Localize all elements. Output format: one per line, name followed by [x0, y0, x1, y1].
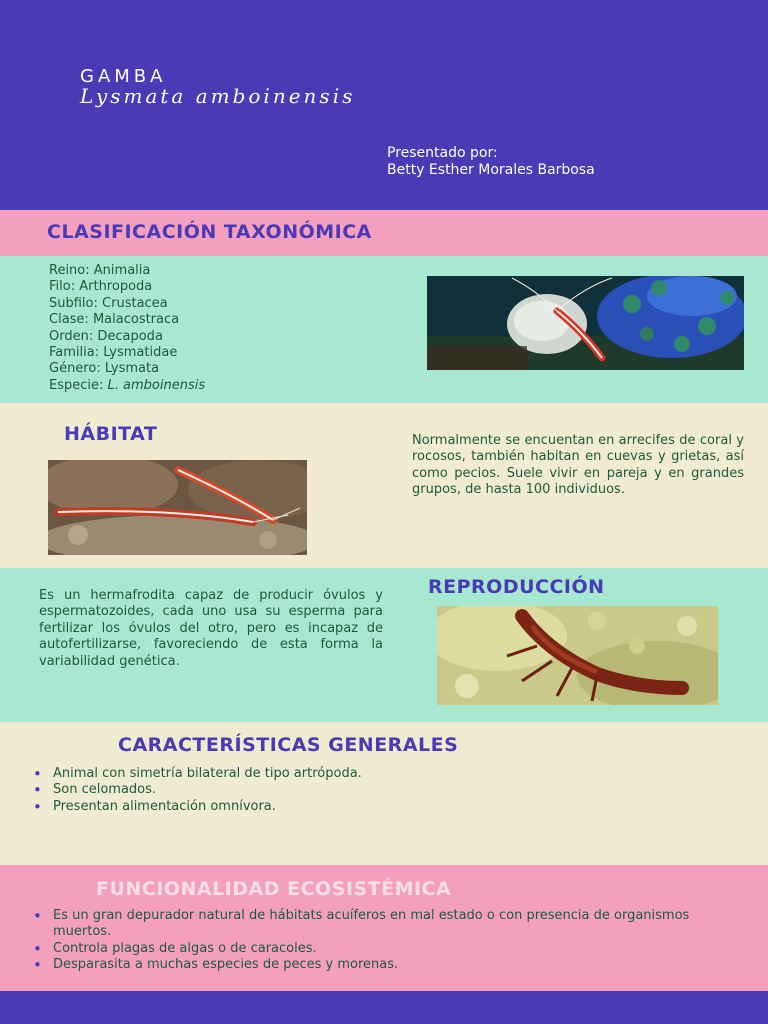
taxonomy-row: Género: Lysmata	[49, 361, 160, 377]
ecosystem-heading: FUNCIONALIDAD ECOSISTÉMICA	[96, 878, 452, 900]
ecosystem-section	[0, 865, 768, 991]
page-title: GAMBA	[80, 66, 167, 87]
habitat-heading: HÁBITAT	[64, 423, 158, 445]
reproduction-text: Es un hermafrodita capaz de producir óvulos y espermatozoides, cada uno usa su esperma para fertilizar los óvulos del otro, pero es incapaz de autofertilizarse, favoreciendo de esta forma la variabilidad genética.	[39, 588, 383, 669]
habitat-text: Normalmente se encuentan en arrecifes de coral y rocosos, también habitan en cuevas y grietas, así como pecios. Suele vivir en pareja y en grandes grupos, de hasta 100 individuos.	[412, 433, 744, 498]
reproduction-heading: REPRODUCCIÓN	[428, 576, 605, 598]
list-item: • Presentan alimentación omnívora.	[31, 799, 731, 815]
list-item: • Es un gran depurador natural de hábitats acuíferos en mal estado o con presencia de organismos muertos.	[31, 908, 721, 941]
list-item: • Son celomados.	[31, 782, 731, 798]
shrimp-coral-photo	[427, 276, 744, 370]
presenter-name: Betty Esther Morales Barbosa	[387, 162, 595, 178]
shrimp-rock-photo	[48, 460, 307, 555]
taxonomy-row: Reino: Animalia	[49, 263, 151, 278]
characteristics-heading: CARACTERÍSTICAS GENERALES	[118, 734, 459, 756]
presenter-block	[387, 145, 595, 179]
taxonomy-row: Familia: Lysmatidae	[49, 345, 178, 361]
reproduction-section	[0, 568, 768, 722]
habitat-section	[0, 403, 768, 568]
taxonomy-heading: CLASIFICACIÓN TAXONÓMICA	[47, 221, 372, 243]
taxonomy-row: Clase: Malacostraca	[49, 312, 180, 328]
characteristics-section	[0, 722, 768, 865]
ecosystem-list	[31, 908, 721, 974]
taxonomy-heading-bar	[0, 210, 768, 256]
taxonomy-row: Filo: Arthropoda	[49, 279, 153, 295]
taxonomy-row: Orden: Decapoda	[49, 328, 163, 344]
taxonomy-list	[49, 263, 205, 394]
taxonomy-section	[0, 256, 768, 403]
list-item: • Controla plagas de algas o de caracoles.	[31, 941, 721, 957]
list-item: • Desparasita a muchas especies de peces y morenas.	[31, 957, 721, 973]
list-item: • Animal con simetría bilateral de tipo artrópoda.	[31, 766, 731, 782]
presented-label: Presentado por:	[387, 145, 498, 161]
taxonomy-row: Especie: L. amboinensis	[49, 377, 206, 393]
shrimp-gravel-photo	[437, 606, 718, 705]
scientific-name: Lysmata amboinensis	[80, 84, 356, 108]
header-banner	[0, 0, 768, 210]
characteristics-list	[31, 766, 731, 815]
taxonomy-row: Subfilo: Crustacea	[49, 295, 168, 311]
